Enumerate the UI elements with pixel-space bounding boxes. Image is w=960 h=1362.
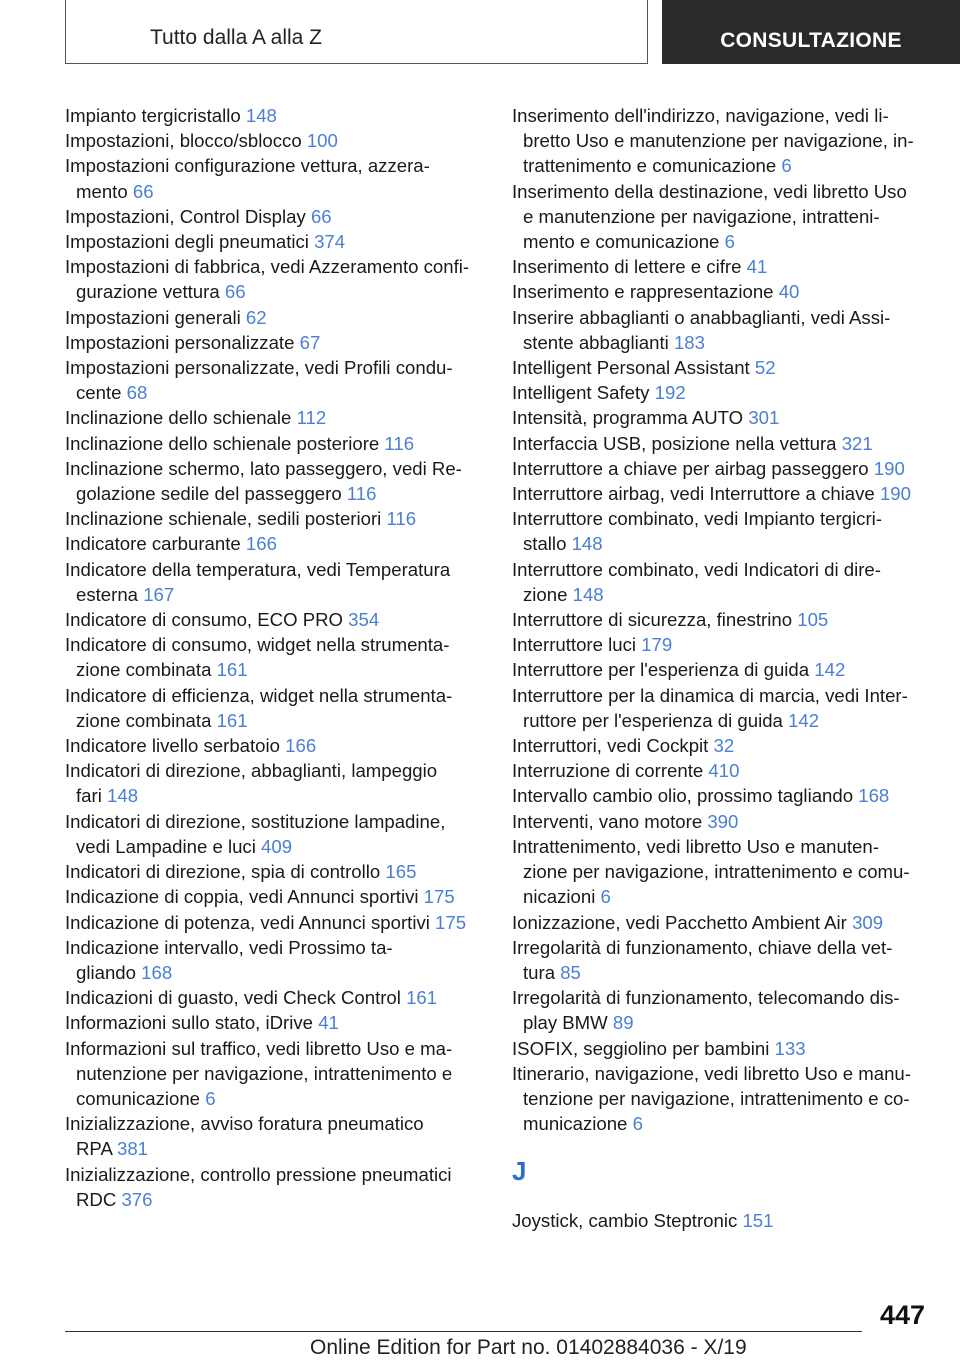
entry-text: Indicazione di coppia, vedi Annunci sportivi [65, 886, 419, 908]
entry-text: Impostazioni, Control Display [65, 205, 306, 227]
page-reference-link[interactable]: 32 [713, 735, 735, 757]
page-reference-link[interactable]: 161 [216, 709, 248, 731]
index-entry [65, 910, 485, 935]
index-entry [65, 733, 485, 758]
entry-text: Inclinazione dello schienale [65, 407, 292, 429]
page-reference-link[interactable]: 166 [285, 735, 317, 757]
entry-text: Impostazioni, blocco/sblocco [65, 130, 302, 152]
entry-text: Inclinazione dello schienale posteriore [65, 432, 380, 454]
index-entry [65, 128, 485, 153]
entry-text: Ionizzazione, vedi Pacchetto Ambient Air [512, 911, 847, 933]
entry-text: Impostazioni personalizzate, vedi Profili condu- [65, 357, 453, 379]
entry-text: e manutenzione per navigazione, intratteni- [523, 205, 880, 227]
index-entry [512, 985, 932, 1035]
page-reference-link[interactable]: 410 [708, 760, 740, 782]
entry-text: cente [76, 382, 122, 404]
page-reference-link[interactable]: 6 [781, 155, 792, 177]
page-reference-link[interactable]: 89 [612, 1012, 634, 1034]
entry-text: municazione [523, 1113, 628, 1135]
index-entry [512, 355, 932, 380]
entry-text: Inserimento della destinazione, vedi libretto Uso [512, 180, 907, 202]
page-reference-link[interactable]: 67 [299, 331, 321, 353]
entry-text: Interfaccia USB, posizione nella vettura [512, 432, 837, 454]
footer-edition: Online Edition for Part no. 01402884036 - X/19 [310, 1336, 747, 1359]
index-entry [512, 506, 932, 556]
index-entry [512, 279, 932, 304]
page-reference-link[interactable]: 66 [224, 281, 246, 303]
index-entry [65, 330, 485, 355]
index-entry [65, 985, 485, 1010]
page-reference-link[interactable]: 161 [216, 659, 248, 681]
entry-text: Inclinazione schienale, sedili posteriori [65, 508, 382, 530]
entry-text: Inizializzazione, avviso foratura pneumatico [65, 1113, 424, 1135]
index-entry [65, 557, 485, 607]
page-reference-link[interactable]: 116 [346, 483, 377, 505]
entry-text: ISOFIX, seggiolino per bambini [512, 1037, 770, 1059]
entry-text: Intrattenimento, vedi libretto Uso e manuten- [512, 835, 879, 857]
page-reference-link[interactable]: 165 [385, 861, 417, 883]
index-entry [65, 758, 485, 808]
page-reference-link[interactable]: 41 [318, 1012, 339, 1034]
page-reference-link[interactable]: 381 [117, 1138, 149, 1160]
index-entry [512, 910, 932, 935]
entry-text: Interruttore per la dinamica di marcia, vedi Inter- [512, 684, 908, 706]
index-column-left [65, 103, 485, 1212]
entry-text: RPA [76, 1138, 112, 1160]
entry-text: stallo [523, 533, 567, 555]
entry-text: Indicazioni di guasto, vedi Check Control [65, 987, 401, 1009]
entry-text: Impostazioni configurazione vettura, azzera- [65, 155, 430, 177]
entry-text: nicazioni [523, 886, 596, 908]
entry-text: Inserimento e rappresentazione [512, 281, 774, 303]
index-entry [512, 1061, 932, 1137]
index-entry [65, 229, 485, 254]
index-entry [512, 758, 932, 783]
index-entry [512, 380, 932, 405]
index-entry [65, 305, 485, 330]
entry-text: Impianto tergicristallo [65, 105, 241, 126]
index-entry [512, 1208, 932, 1233]
index-entry [512, 683, 932, 733]
entry-text: Impostazioni personalizzate [65, 331, 295, 353]
entry-text: Inserire abbaglianti o anabbaglianti, vedi Assi- [512, 306, 891, 328]
page-reference-link[interactable]: 133 [774, 1037, 806, 1059]
page-reference-link[interactable]: 41 [746, 256, 768, 278]
index-entry [65, 506, 485, 531]
index-entry [65, 153, 485, 203]
entry-text: gliando [76, 961, 136, 983]
index-entry [65, 859, 485, 884]
index-entry [65, 204, 485, 229]
entry-text: Indicazione intervallo, vedi Prossimo ta- [65, 936, 393, 958]
entry-text: comunicazione [76, 1087, 201, 1109]
page-reference-link[interactable]: 376 [121, 1188, 153, 1210]
entry-text: RDC [76, 1188, 117, 1210]
entry-text: zione per navigazione, intrattenimento e comu- [523, 861, 910, 883]
entry-text: trattenimento e comunicazione [523, 155, 777, 177]
entry-text: Indicatori di direzione, abbaglianti, lampeggio [65, 760, 438, 782]
index-entry [512, 632, 932, 657]
entry-text: Indicatore di consumo, widget nella strumenta- [65, 634, 450, 656]
entry-text: esterna [76, 583, 139, 605]
entry-text: Intervallo cambio olio, prossimo tagliando [512, 785, 854, 807]
entry-text: tura [523, 961, 556, 983]
entry-text: Indicatore di consumo, ECO PRO [65, 609, 343, 631]
index-entry [512, 1036, 932, 1061]
entry-text: gurazione vettura [76, 281, 220, 303]
page-reference-link[interactable]: 309 [852, 911, 884, 933]
index-entry [512, 305, 932, 355]
page-reference-link[interactable]: 142 [814, 659, 846, 681]
index-entry [65, 103, 485, 128]
index-entry [512, 557, 932, 607]
entry-text: Indicatori di direzione, sostituzione lampadine, [65, 810, 446, 832]
page-reference-link[interactable]: 179 [641, 634, 673, 656]
index-entry [512, 935, 932, 985]
index-list-i-continued [512, 103, 932, 1136]
page-reference-link[interactable]: 166 [245, 533, 277, 555]
entry-text: Joystick, cambio Steptronic [512, 1210, 738, 1232]
page-reference-link[interactable]: 112 [296, 407, 327, 429]
index-entry [65, 1111, 485, 1161]
entry-text: Itinerario, navigazione, vedi libretto Uso e manu- [512, 1062, 911, 1084]
entry-text: Intensità, programma AUTO [512, 407, 744, 429]
entry-text: zione [523, 583, 568, 605]
entry-text: Intelligent Safety [512, 382, 650, 404]
entry-text: Indicazione di potenza, vedi Annunci sportivi [65, 911, 430, 933]
entry-text: Indicatore di efficienza, widget nella strumenta- [65, 684, 453, 706]
page-reference-link[interactable]: 62 [245, 306, 267, 328]
index-entry [65, 935, 485, 985]
page-reference-link[interactable]: 142 [788, 709, 820, 731]
index-entry [65, 531, 485, 556]
page-reference-link[interactable]: 161 [406, 987, 438, 1009]
page-reference-link[interactable]: 116 [386, 508, 417, 530]
entry-text: Interventi, vano motore [512, 810, 703, 832]
index-entry [65, 884, 485, 909]
index-entry [512, 657, 932, 682]
page-reference-link[interactable]: 6 [632, 1113, 643, 1135]
index-entry [65, 809, 485, 859]
index-list-j [512, 1208, 932, 1233]
page-reference-link[interactable]: 40 [778, 281, 800, 303]
page-reference-link[interactable]: 105 [797, 609, 829, 631]
entry-text: Inizializzazione, controllo pressione pneumatici [65, 1163, 452, 1185]
index-entry [65, 456, 485, 506]
entry-text: fari [76, 785, 102, 807]
entry-text: Irregolarità di funzionamento, chiave della vet- [512, 936, 893, 958]
entry-text: Interruttore per l'esperienza di guida [512, 659, 810, 681]
entry-text: mento e comunicazione [523, 231, 720, 253]
page-reference-link[interactable]: 66 [132, 180, 154, 202]
header-frame [65, 0, 648, 64]
index-entry [512, 405, 932, 430]
page-reference-link[interactable]: 374 [314, 231, 346, 253]
page-reference-link[interactable]: 66 [310, 205, 332, 227]
page-reference-link[interactable]: 52 [754, 357, 776, 379]
index-entry [65, 1010, 485, 1035]
page-reference-link[interactable]: 148 [571, 533, 603, 555]
entry-text: Impostazioni generali [65, 306, 241, 328]
page-reference-link[interactable]: 148 [107, 785, 139, 807]
page-reference-link[interactable]: 409 [261, 835, 293, 857]
index-entry [65, 1036, 485, 1112]
header-chapter-tab: CONSULTAZIONE [662, 0, 960, 64]
page-reference-link[interactable]: 354 [348, 609, 380, 631]
entry-text: play BMW [523, 1012, 608, 1034]
section-letter-j: J [512, 1156, 527, 1187]
entry-text: Impostazioni di fabbrica, vedi Azzeramento confi- [65, 256, 470, 278]
index-entry [65, 405, 485, 430]
footer-divider [65, 1331, 862, 1332]
index-entry [512, 254, 932, 279]
page-reference-link[interactable]: 148 [572, 583, 604, 605]
entry-text: stente abbaglianti [523, 331, 669, 353]
index-entry [65, 632, 485, 682]
entry-text: Inserimento dell'indirizzo, navigazione, vedi li- [512, 105, 889, 126]
entry-text: Interruttore luci [512, 634, 637, 656]
page-reference-link[interactable]: 116 [384, 432, 415, 454]
page-reference-link[interactable]: 167 [143, 583, 175, 605]
index-entry [512, 607, 932, 632]
entry-text: Interruttore airbag, vedi Interruttore a chiave [512, 483, 875, 505]
index-entry [65, 1162, 485, 1212]
index-entry [65, 607, 485, 632]
page-reference-link[interactable]: 6 [724, 231, 735, 253]
page-reference-link[interactable]: 168 [141, 961, 173, 983]
index-entry [512, 431, 932, 456]
page-reference-link[interactable]: 175 [435, 911, 467, 933]
entry-text: Impostazioni degli pneumatici [65, 231, 309, 253]
entry-text: Irregolarità di funzionamento, telecomando dis- [512, 987, 900, 1009]
page-reference-link[interactable]: 390 [707, 810, 739, 832]
index-column-right [512, 103, 932, 1234]
entry-text: Interruzione di corrente [512, 760, 704, 782]
entry-text: Interruttore di sicurezza, finestrino [512, 609, 793, 631]
index-entry [512, 103, 932, 179]
entry-text: golazione sedile del passeggero [76, 483, 342, 505]
page-reference-link[interactable]: 85 [560, 961, 581, 983]
page-reference-link[interactable]: 192 [654, 382, 686, 404]
index-entry [512, 809, 932, 834]
page-reference-link[interactable]: 6 [600, 886, 611, 908]
page-reference-link[interactable]: 148 [245, 105, 277, 126]
page-reference-link[interactable]: 183 [673, 331, 705, 353]
entry-text: Indicatore carburante [65, 533, 241, 555]
entry-text: Interruttori, vedi Cockpit [512, 735, 709, 757]
page-reference-link[interactable]: 321 [841, 432, 873, 454]
index-entry [512, 733, 932, 758]
entry-text: mento [76, 180, 128, 202]
entry-text: zione combinata [76, 709, 212, 731]
header-section-title: Tutto dalla A alla Z [150, 26, 322, 49]
index-entry [65, 683, 485, 733]
entry-text: vedi Lampadine e luci [76, 835, 256, 857]
entry-text: Interruttore combinato, vedi Indicatori di dire- [512, 558, 881, 580]
page-reference-link[interactable]: 175 [423, 886, 455, 908]
page-reference-link[interactable]: 190 [873, 457, 905, 479]
index-entry [512, 179, 932, 255]
index-entry [512, 456, 932, 481]
page-reference-link[interactable]: 151 [742, 1210, 774, 1232]
entry-text: Interruttore combinato, vedi Impianto tergicri- [512, 508, 882, 530]
entry-text: bretto Uso e manutenzione per navigazione, in- [523, 130, 914, 152]
page-reference-link[interactable]: 100 [306, 130, 338, 152]
entry-text: Inserimento di lettere e cifre [512, 256, 742, 278]
entry-text: Intelligent Personal Assistant [512, 357, 750, 379]
index-entry [512, 481, 932, 506]
entry-text: Indicatore livello serbatoio [65, 735, 280, 757]
index-entry [65, 254, 485, 304]
entry-text: ruttore per l'esperienza di guida [523, 709, 783, 731]
index-entry [65, 431, 485, 456]
entry-text: Inclinazione schermo, lato passeggero, vedi Re- [65, 457, 462, 479]
entry-text: Indicatori di direzione, spia di controllo [65, 861, 381, 883]
entry-text: Indicatore della temperatura, vedi Temperatura [65, 558, 451, 580]
entry-text: Interruttore a chiave per airbag passeggero [512, 457, 869, 479]
index-entry [65, 355, 485, 405]
entry-text: zione combinata [76, 659, 212, 681]
entry-text: Informazioni sul traffico, vedi libretto Uso e ma- [65, 1037, 453, 1059]
index-entry [512, 834, 932, 910]
index-entry [512, 783, 932, 808]
page-reference-link[interactable]: 68 [126, 382, 148, 404]
page-reference-link[interactable]: 301 [748, 407, 780, 429]
page-number: 447 [880, 1300, 926, 1330]
page-reference-link[interactable]: 6 [205, 1087, 216, 1109]
entry-text: tenzione per navigazione, intrattenimento e co- [523, 1087, 910, 1109]
entry-text: Informazioni sullo stato, iDrive [65, 1012, 314, 1034]
page-reference-link[interactable]: 168 [858, 785, 890, 807]
entry-text: nutenzione per navigazione, intrattenimento e [76, 1062, 453, 1084]
page-reference-link[interactable]: 190 [879, 483, 911, 505]
